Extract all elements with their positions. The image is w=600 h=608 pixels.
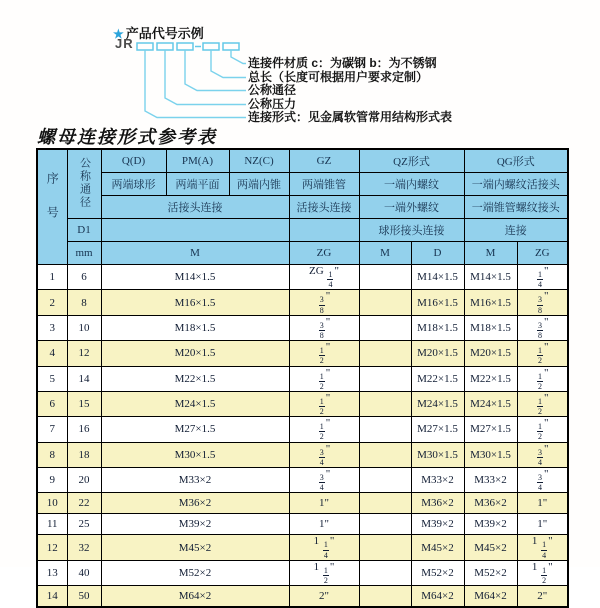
table-cell: $\frac{3}{4}$ " <box>289 468 359 493</box>
table-cell: $\frac{3}{8}$ " <box>517 290 568 315</box>
table-cell: M45×2 <box>411 535 464 560</box>
code-box-4 <box>203 43 219 50</box>
header-qg-sub-m: M <box>464 242 517 265</box>
table-cell: $\frac{1}{2}$ " <box>289 366 359 391</box>
table-cell <box>359 560 411 585</box>
table-cell: 32 <box>67 535 101 560</box>
table-cell: 22 <box>67 493 101 514</box>
header-nz-ends: 两端内锥 <box>229 173 289 196</box>
table-cell: M30×1.5 <box>411 442 464 467</box>
table-cell: 14 <box>67 366 101 391</box>
label-length: 总长（长度可根据用户要求定制） <box>248 70 429 84</box>
table-cell: 1 $\frac{1}{4}$ " <box>517 535 568 560</box>
table-cell: M64×2 <box>101 586 289 607</box>
table-cell: 6 <box>67 265 101 290</box>
table-cell: M27×1.5 <box>101 417 289 442</box>
table-cell: M24×1.5 <box>101 391 289 416</box>
table-cell: 12 <box>67 341 101 366</box>
table-row <box>37 315 568 340</box>
table-cell: M22×1.5 <box>411 366 464 391</box>
table-cell: $\frac{1}{2}$ " <box>289 341 359 366</box>
table-cell: M22×1.5 <box>464 366 517 391</box>
fraction: $\frac{1}{2}$ <box>319 346 324 366</box>
table-cell: M14×1.5 <box>101 265 289 290</box>
table-row <box>37 514 568 535</box>
table-cell <box>359 586 411 607</box>
table-cell: M18×1.5 <box>101 315 289 340</box>
header-qz-row4: 球形接头连接 <box>359 219 464 242</box>
table-cell: 14 <box>37 586 67 607</box>
table-cell <box>359 493 411 514</box>
label-diameter: 公称通径 <box>248 83 297 97</box>
table-cell: 20 <box>67 468 101 493</box>
table-cell <box>359 341 411 366</box>
table-cell: 2" <box>289 586 359 607</box>
table-row <box>37 468 568 493</box>
fraction: $\frac{3}{8}$ <box>538 295 543 315</box>
table-cell: 1" <box>289 493 359 514</box>
table-cell <box>359 468 411 493</box>
fraction: $\frac{1}{4}$ <box>328 270 333 290</box>
table-cell: M20×1.5 <box>101 341 289 366</box>
table-cell: M30×1.5 <box>101 442 289 467</box>
fraction: $\frac{1}{4}$ <box>323 540 328 560</box>
fraction: $\frac{1}{2}$ <box>319 396 324 417</box>
table-cell: $\frac{1}{2}$ " <box>517 341 568 366</box>
table-cell: M39×2 <box>411 514 464 535</box>
header-qz-sub-d: D <box>411 242 464 265</box>
table-cell: 10 <box>37 493 67 514</box>
table-cell: $\frac{1}{2}$ " <box>517 366 568 391</box>
table-cell: 1 $\frac{1}{2}$ " <box>289 560 359 585</box>
fraction: $\frac{3}{8}$ <box>319 320 324 340</box>
table-cell <box>359 391 411 416</box>
code-box-5 <box>223 43 239 50</box>
header-pm-ends: 两端平面 <box>166 173 229 196</box>
table-cell: 1 <box>37 265 67 290</box>
table-cell: $\frac{3}{8}$ " <box>289 290 359 315</box>
header-q-ends: 两端球形 <box>101 173 166 196</box>
fraction: $\frac{1}{4}$ <box>538 270 543 290</box>
table-cell: $\frac{3}{8}$ " <box>517 315 568 340</box>
table-cell: 6 <box>37 391 67 416</box>
table-cell <box>359 265 411 290</box>
fraction: $\frac{3}{8}$ <box>319 295 324 315</box>
header-code-q: Q(D) <box>101 149 166 173</box>
fraction: $\frac{1}{4}$ <box>542 540 547 560</box>
fraction: $\frac{3}{4}$ <box>319 447 324 467</box>
table-cell: $\frac{3}{8}$ " <box>289 315 359 340</box>
table-row <box>37 560 568 585</box>
table-cell: $\frac{1}{2}$ " <box>289 417 359 442</box>
label-pressure: 公称压力 <box>248 97 297 111</box>
table-cell: 40 <box>67 560 101 585</box>
header-qg-row2: 一端内螺纹活接头 <box>464 173 568 196</box>
header-gz-connection: 活接头连接 <box>289 196 359 219</box>
table-row <box>37 391 568 416</box>
header-mm: mm <box>67 242 101 265</box>
header-union-connection: 活接头连接 <box>101 196 289 219</box>
table-cell <box>359 315 411 340</box>
table-cell: M27×1.5 <box>464 417 517 442</box>
table-cell: M36×2 <box>464 493 517 514</box>
table-cell: 9 <box>37 468 67 493</box>
table-cell: M20×1.5 <box>464 341 517 366</box>
table-cell: 25 <box>67 514 101 535</box>
fraction: $\frac{3}{4}$ <box>538 447 543 467</box>
header-m-thread: M <box>101 242 289 265</box>
table-cell: 1" <box>517 493 568 514</box>
table-cell: 7 <box>37 417 67 442</box>
table-cell: M18×1.5 <box>411 315 464 340</box>
code-box-3 <box>177 43 193 50</box>
table-cell: M16×1.5 <box>411 290 464 315</box>
table-row <box>37 586 568 607</box>
fraction: $\frac{1}{2}$ <box>323 565 328 585</box>
table-cell: $\frac{3}{4}$ " <box>517 468 568 493</box>
table-cell: 1 $\frac{1}{4}$ " <box>289 535 359 560</box>
table-cell: 8 <box>67 290 101 315</box>
fraction: $\frac{1}{2}$ <box>538 396 543 417</box>
table-cell: 18 <box>67 442 101 467</box>
table-cell: 4 <box>37 341 67 366</box>
table-row <box>37 341 568 366</box>
table-cell: M14×1.5 <box>411 265 464 290</box>
table-row <box>37 442 568 467</box>
table-body <box>37 265 568 607</box>
fraction: $\frac{3}{4}$ <box>538 473 543 493</box>
table-cell: $\frac{3}{4}$ " <box>289 442 359 467</box>
table-cell: 1 $\frac{1}{2}$ " <box>517 560 568 585</box>
label-material: 连接件材质 c：为碳钢 b：为不锈钢 <box>248 56 437 70</box>
table-cell: 1" <box>517 514 568 535</box>
table-cell: 50 <box>67 586 101 607</box>
fraction: $\frac{1}{2}$ <box>538 422 543 442</box>
table-cell: 2 <box>37 290 67 315</box>
line-to-diameter <box>185 50 246 91</box>
header-qg-row3: 一端锥管螺纹接头 <box>464 196 568 219</box>
table-cell <box>359 514 411 535</box>
code-prefix: JR <box>115 36 134 51</box>
table-cell: $\frac{1}{2}$ " <box>289 391 359 416</box>
table-cell <box>359 290 411 315</box>
table-cell <box>359 417 411 442</box>
table-cell: M33×2 <box>101 468 289 493</box>
table-cell: 16 <box>67 417 101 442</box>
fraction: $\frac{1}{2}$ <box>538 371 543 391</box>
table-cell: 15 <box>67 391 101 416</box>
fraction: $\frac{1}{2}$ <box>538 346 543 366</box>
table-cell: 11 <box>37 514 67 535</box>
table-cell: M24×1.5 <box>411 391 464 416</box>
table-cell: ZG $\frac{1}{4}$ " <box>289 265 359 290</box>
header-qg-row4: 连接 <box>464 219 568 242</box>
header-qz-row2: 一端内螺纹 <box>359 173 464 196</box>
table-cell: 1" <box>289 514 359 535</box>
table-cell: M45×2 <box>464 535 517 560</box>
table-header <box>37 149 568 265</box>
table-cell: $\frac{3}{4}$ " <box>517 442 568 467</box>
product-code-diagram <box>0 0 600 130</box>
nut-connection-reference-table <box>36 148 569 608</box>
header-serial: 序号 <box>37 149 67 265</box>
table-cell: 12 <box>37 535 67 560</box>
table-cell: M33×2 <box>464 468 517 493</box>
header-code-pm: PM(A) <box>166 149 229 173</box>
table-cell: M33×2 <box>411 468 464 493</box>
fraction: $\frac{3}{4}$ <box>319 473 324 493</box>
table-cell: 13 <box>37 560 67 585</box>
table-cell: 5 <box>37 366 67 391</box>
table-cell: M64×2 <box>464 586 517 607</box>
table-cell: M36×2 <box>101 493 289 514</box>
table-cell: M52×2 <box>464 560 517 585</box>
table-cell: M45×2 <box>101 535 289 560</box>
code-box-1 <box>137 43 153 50</box>
table-title: 螺母连接形式参考表 <box>37 127 217 147</box>
table-cell: M52×2 <box>411 560 464 585</box>
table-row <box>37 366 568 391</box>
header-code-qg: QG形式 <box>464 149 568 173</box>
line-to-material <box>231 50 246 64</box>
header-nominal-diameter: 公称通径 <box>67 149 101 219</box>
table-cell <box>359 366 411 391</box>
diagram-title-text: 产品代号示例 <box>125 26 204 41</box>
table-cell: M27×1.5 <box>411 417 464 442</box>
table-cell: M20×1.5 <box>411 341 464 366</box>
table-row <box>37 493 568 514</box>
table-cell: 8 <box>37 442 67 467</box>
table-cell: M18×1.5 <box>464 315 517 340</box>
table-cell: M64×2 <box>411 586 464 607</box>
header-blank-gz <box>289 219 359 242</box>
label-connection: 连接形式：见金属软管常用结构形式表 <box>248 110 453 124</box>
header-blank-left <box>101 219 289 242</box>
table-cell: $\frac{1}{4}$ " <box>517 265 568 290</box>
header-qz-row3: 一端外螺纹 <box>359 196 464 219</box>
code-box-2 <box>157 43 173 50</box>
table-row <box>37 290 568 315</box>
table-cell: M30×1.5 <box>464 442 517 467</box>
line-to-connection <box>145 50 246 118</box>
line-to-length <box>211 50 246 78</box>
table-cell: 10 <box>67 315 101 340</box>
table-row <box>37 535 568 560</box>
table-cell: 2" <box>517 586 568 607</box>
fraction: $\frac{1}{2}$ <box>319 422 324 442</box>
table-cell: M16×1.5 <box>464 290 517 315</box>
table-cell: M39×2 <box>464 514 517 535</box>
table-cell: $\frac{1}{2}$ " <box>517 391 568 416</box>
header-gz-ends: 两端锥管 <box>289 173 359 196</box>
table-cell: M16×1.5 <box>101 290 289 315</box>
fraction: $\frac{3}{8}$ <box>538 320 543 340</box>
table-cell: M52×2 <box>101 560 289 585</box>
table-cell <box>359 535 411 560</box>
header-qz-sub-m: M <box>359 242 411 265</box>
header-code-gz: GZ <box>289 149 359 173</box>
table-cell: $\frac{1}{2}$ " <box>517 417 568 442</box>
header-code-nz: NZ(C) <box>229 149 289 173</box>
header-code-qz: QZ形式 <box>359 149 464 173</box>
table-cell: M14×1.5 <box>464 265 517 290</box>
table-cell: M36×2 <box>411 493 464 514</box>
table-cell: M39×2 <box>101 514 289 535</box>
table-cell: 3 <box>37 315 67 340</box>
table-row <box>37 265 568 290</box>
header-zg-thread: ZG <box>289 242 359 265</box>
table-cell: M22×1.5 <box>101 366 289 391</box>
fraction: $\frac{1}{2}$ <box>319 371 324 391</box>
table-row <box>37 417 568 442</box>
header-qg-sub-zg: ZG <box>517 242 568 265</box>
table-cell <box>359 442 411 467</box>
star-icon: ★ <box>113 27 124 41</box>
fraction: $\frac{1}{2}$ <box>542 565 547 585</box>
table-cell: M24×1.5 <box>464 391 517 416</box>
header-d1: D1 <box>67 219 101 242</box>
